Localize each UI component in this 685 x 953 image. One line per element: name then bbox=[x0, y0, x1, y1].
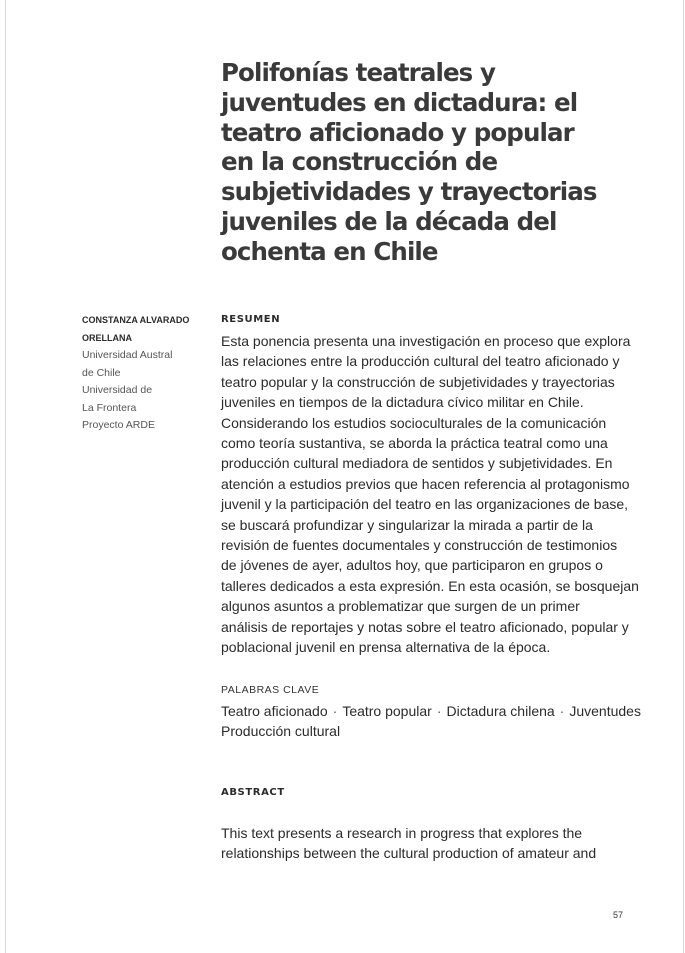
title-line: subjetividades y trayectorias bbox=[221, 177, 597, 207]
author-block bbox=[82, 311, 212, 435]
author-affiliation-line: Universidad Austral bbox=[82, 349, 173, 361]
keyword: Producción cultural bbox=[221, 723, 341, 740]
title-line: teatro aficionado y popular bbox=[221, 117, 574, 147]
resumen-heading: RESUMEN bbox=[221, 314, 281, 325]
title-line: ochenta en Chile bbox=[221, 236, 438, 266]
resumen-line: atención a estudios previos que hacen referencia al protagonismo bbox=[221, 475, 630, 492]
resumen-line: análisis de reportajes y notas sobre el teatro aficionado, popular y bbox=[221, 618, 629, 635]
paper-title bbox=[221, 58, 641, 267]
title-line: Polifonías teatrales y bbox=[221, 58, 496, 87]
resumen-line: teatro popular y la construcción de subjetividades y trayectorias bbox=[221, 373, 615, 390]
abstract-line: relationships between the cultural production of amateur and bbox=[221, 845, 597, 862]
author-affiliation-line: Proyecto ARDE bbox=[82, 419, 155, 432]
abstract-text bbox=[221, 823, 631, 864]
page-edge-left bbox=[5, 0, 6, 953]
resumen-line: Esta ponencia presenta una investigación en proceso que explora bbox=[221, 333, 631, 349]
keyword: Teatro popular bbox=[342, 703, 432, 719]
author-name-line: ORELLANA bbox=[82, 333, 132, 343]
resumen-line: revisión de fuentes documentales y construcción de testimonios bbox=[221, 537, 618, 554]
resumen-line: las relaciones entre la producción cultural del teatro aficionado y bbox=[221, 353, 620, 370]
keyword: Teatro aficionado bbox=[221, 703, 328, 719]
keyword: Juventudes bbox=[569, 703, 641, 719]
resumen-line: de jóvenes de ayer, adultos hoy, que participaron en grupos o bbox=[221, 557, 603, 574]
resumen-text bbox=[221, 331, 639, 658]
keywords-heading: PALABRAS CLAVE bbox=[221, 684, 320, 696]
resumen-line: producción cultural mediadora de sentidos y subjetividades. En bbox=[221, 455, 613, 472]
author-affiliation-line: La Frontera bbox=[82, 401, 137, 414]
keyword-separator: · bbox=[332, 703, 338, 719]
keyword-separator: · bbox=[436, 703, 442, 719]
resumen-line: algunos asuntos a problematizar que surgen de un primer bbox=[221, 598, 580, 615]
abstract-heading: ABSTRACT bbox=[221, 787, 285, 798]
title-line: en la construcción de bbox=[221, 147, 498, 177]
resumen-line: juveniles en tiempos de la dictadura cívico militar en Chile. bbox=[221, 394, 584, 411]
abstract-line: This text presents a research in progress that explores the bbox=[221, 825, 583, 841]
page-number: 57 bbox=[613, 910, 624, 920]
author-affiliation-line: Universidad de bbox=[82, 384, 153, 397]
keyword: Dictadura chilena bbox=[446, 703, 555, 719]
title-line: juventudes en dictadura: el bbox=[221, 87, 578, 117]
title-line: juveniles de la década del bbox=[221, 206, 557, 236]
resumen-line: talleres dedicados a esta expresión. En esta ocasión, se bosquejan bbox=[221, 577, 639, 594]
author-affiliation-line: de Chile bbox=[82, 366, 121, 379]
resumen-line: poblacional juvenil en prensa alternativa de la época. bbox=[221, 639, 551, 656]
resumen-line: se buscará profundizar y singularizar la mirada a partir de la bbox=[221, 516, 593, 533]
resumen-line: Considerando los estudios socioculturales de la comunicación bbox=[221, 414, 607, 431]
resumen-line: juvenil y la participación del teatro en las organizaciones de base, bbox=[221, 496, 629, 513]
keywords-list bbox=[221, 701, 641, 742]
author-name-line: CONSTANZA ALVARADO bbox=[82, 315, 190, 325]
resumen-line: como teoría sustantiva, se aborda la práctica teatral como una bbox=[221, 435, 608, 452]
keywords-line bbox=[221, 701, 641, 721]
keywords-line bbox=[221, 721, 641, 741]
keyword-separator: · bbox=[559, 703, 565, 719]
page-edge-right bbox=[683, 0, 684, 953]
